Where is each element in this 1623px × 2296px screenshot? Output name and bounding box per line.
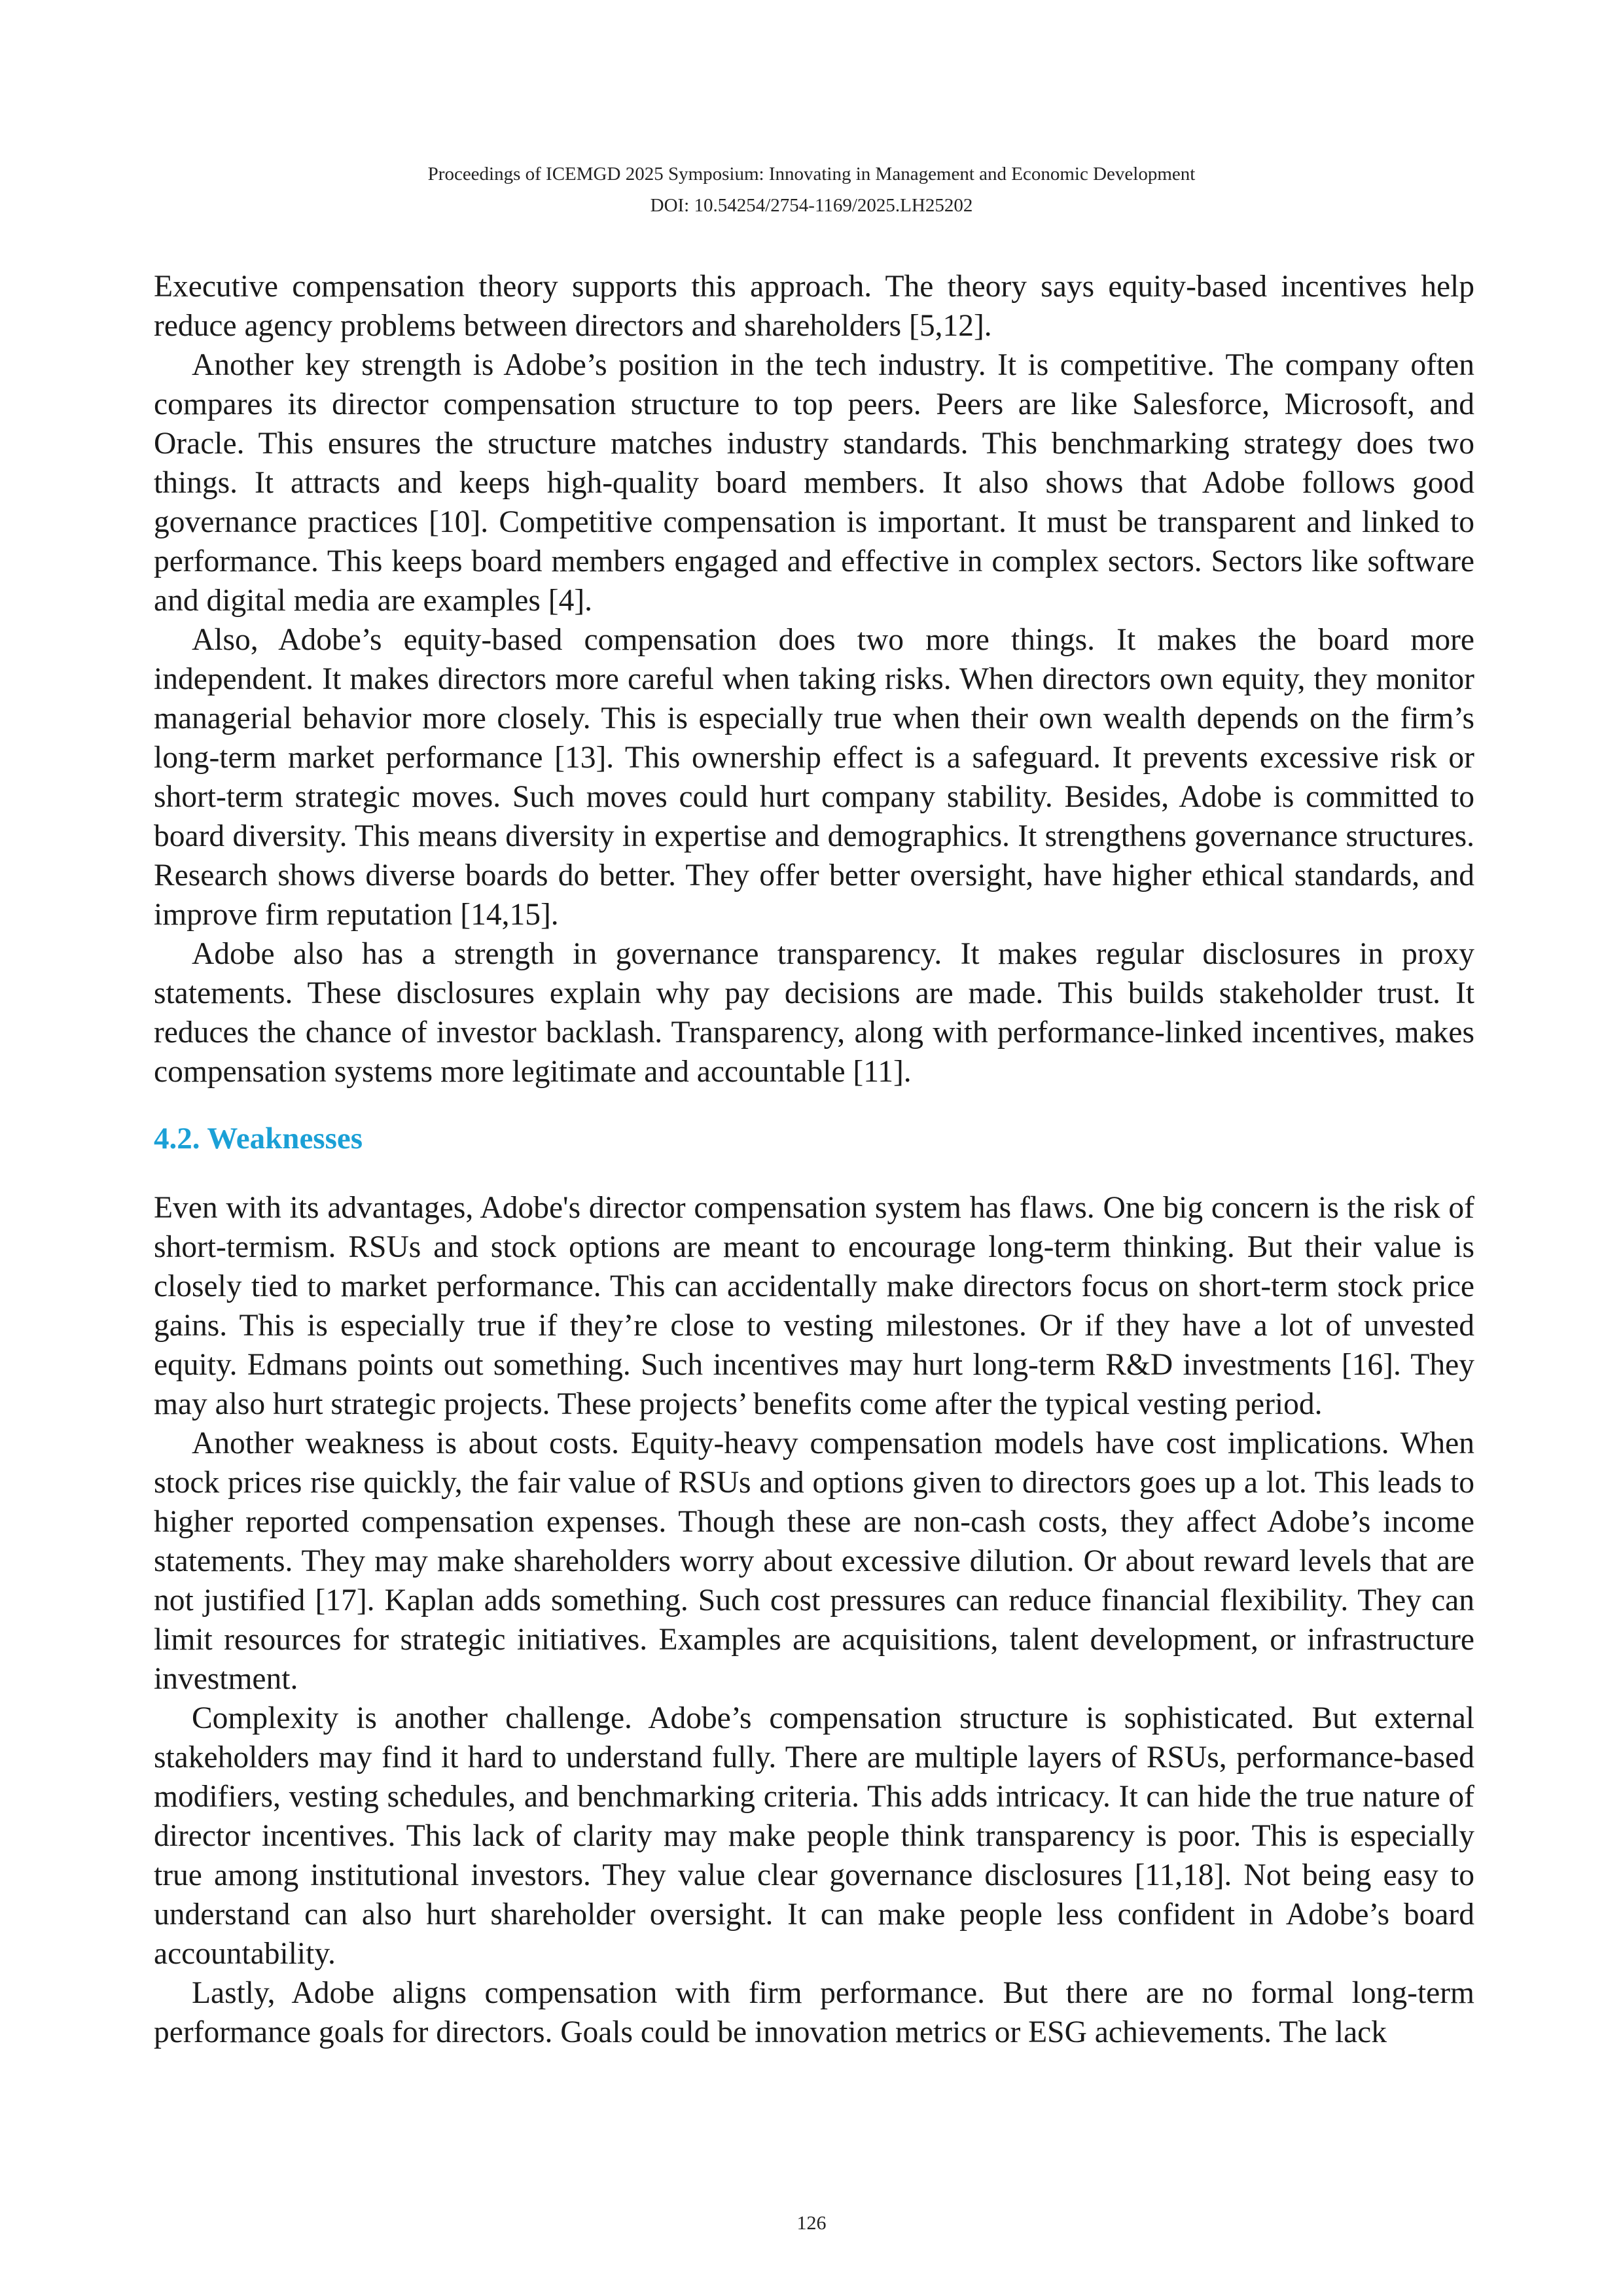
section-heading: 4.2. Weaknesses	[154, 1122, 363, 1156]
paragraph: Executive compensation theory supports this approach. The theory says equity-based incentives help reduce agency problems between directors and shareholders [5,12].	[154, 270, 1474, 343]
paragraph: Lastly, Adobe aligns compensation with firm performance. But there are no formal long-term performance goals for directors. Goals could be innovation metrics or ESG achievements. The lack	[154, 1976, 1474, 2049]
paragraph: Adobe also has a strength in governance transparency. It makes regular disclosures in proxy statements. These disclosures explain why pay decisions are made. This builds stakeholder trust. It reduces the chance of investor backlash. Transparency, along with performance-linked incentives, makes compensation systems more legitimate and accountable [11].	[154, 937, 1474, 1089]
header-doi: DOI: 10.54254/2754-1169/2025.LH25202	[650, 195, 973, 216]
running-header	[0, 158, 1623, 221]
header-proceedings-title: Proceedings of ICEMGD 2025 Symposium: Innovating in Management and Economic Development	[427, 164, 1196, 185]
paragraph: Also, Adobe’s equity-based compensation does two more things. It makes the board more independent. It makes directors more careful when taking risks. When directors own equity, they monitor managerial behavior more closely. This is especially true when their own wealth depends on the firm’s long-term market performance [13]. This ownership effect is a safeguard. It prevents excessive risk or short-term strategic moves. Such moves could hurt company stability. Besides, Adobe is committed to board diversity. This means diversity in expertise and demographics. It strengthens governance structures. Research shows diverse boards do better. They offer better oversight, have higher ethical standards, and improve firm reputation [14,15].	[154, 623, 1474, 932]
page-number: 126	[796, 2212, 827, 2234]
body-text	[154, 267, 1474, 2052]
paragraph: Even with its advantages, Adobe's director compensation system has flaws. One big concern is the risk of short-termism. RSUs and stock options are meant to encourage long-term thinking. But their value is closely tied to market performance. This can accidentally make directors focus on short-term stock price gains. This is especially true if they’re close to vesting milestones. Or if they have a lot of unvested equity. Edmans points out something. Such incentives may hurt long-term R&D investments [16]. They may also hurt strategic projects. These projects’ benefits come after the typical vesting period.	[154, 1191, 1474, 1421]
paragraph: Another weakness is about costs. Equity-heavy compensation models have cost implications. When stock prices rise quickly, the fair value of RSUs and options given to directors goes up a lot. This leads to higher reported compensation expenses. Though these are non-cash costs, they affect Adobe’s income statements. They may make shareholders worry about excessive dilution. Or about reward levels that are not justified [17]. Kaplan adds something. Such cost pressures can reduce financial flexibility. They can limit resources for strategic initiatives. Examples are acquisitions, talent development, or infrastructure investment.	[154, 1426, 1474, 1696]
paragraph: Complexity is another challenge. Adobe’s compensation structure is sophisticated. But external stakeholders may find it hard to understand fully. There are multiple layers of RSUs, performance-based modifiers, vesting schedules, and benchmarking criteria. This adds intricacy. It can hide the true nature of director incentives. This lack of clarity may make people think transparency is poor. This is especially true among institutional investors. They value clear governance disclosures [11,18]. Not being easy to understand can also hurt shareholder oversight. It can make people less confident in Adobe’s board accountability.	[154, 1701, 1474, 1971]
paragraph: Another key strength is Adobe’s position in the tech industry. It is competitive. The company often compares its director compensation structure to top peers. Peers are like Salesforce, Microsoft, and Oracle. This ensures the structure matches industry standards. This benchmarking strategy does two things. It attracts and keeps high-quality board members. It also shows that Adobe follows good governance practices [10]. Competitive compensation is important. It must be transparent and linked to performance. This keeps board members engaged and effective in complex sectors. Sectors like software and digital media are examples [4].	[154, 348, 1474, 618]
